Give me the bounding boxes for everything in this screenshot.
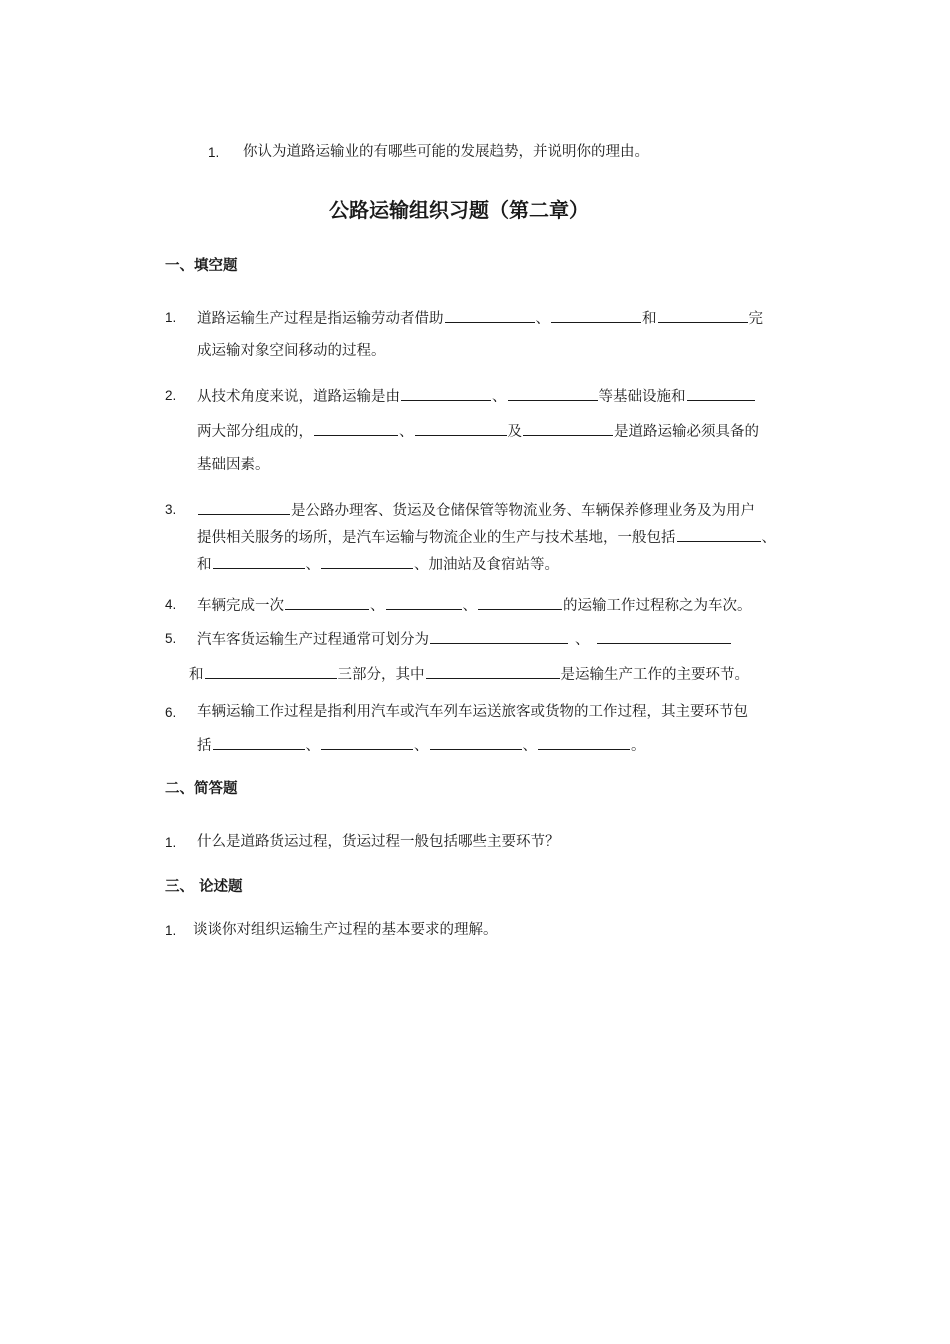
blank-field[interactable] — [677, 526, 761, 542]
question-line: 车辆运输工作过程是指利用汽车或汽车列车运送旅客或货物的工作过程，其主要环节包 — [197, 704, 748, 720]
blank-field[interactable] — [551, 307, 641, 323]
question-number: 2. — [165, 388, 177, 403]
blank-field[interactable] — [445, 307, 535, 323]
question-line: 和 三部分，其中 是运输生产工作的主要环节。 — [189, 663, 749, 685]
blank-field[interactable] — [508, 385, 598, 401]
blank-field[interactable] — [285, 594, 369, 610]
question-text: 你认为道路运输业的有哪些可能的发展趋势，并说明你的理由。 — [243, 144, 649, 160]
section-heading: 二、简答题 — [165, 780, 238, 797]
blank-field[interactable] — [430, 734, 522, 750]
question-line: 基础因素。 — [197, 457, 270, 473]
section-heading: 三、 论述题 — [165, 878, 243, 895]
blank-field[interactable] — [426, 663, 560, 679]
question-text: 什么是道路货运过程，货运过程一般包括哪些主要环节？ — [197, 834, 560, 850]
question-line: 成运输对象空间移动的过程。 — [197, 343, 386, 359]
blank-field[interactable] — [213, 734, 305, 750]
blank-field[interactable] — [658, 307, 748, 323]
blank-field[interactable] — [314, 420, 398, 436]
question-number: 1. — [165, 923, 177, 938]
question-number: 1. — [165, 310, 177, 325]
question-line: 括 、 、 、 。 — [197, 734, 646, 756]
blank-field[interactable] — [478, 594, 562, 610]
question-line: 两大部分组成的， 、 及 是道路运输必须具备的 — [197, 420, 759, 442]
question-line: 从技术角度来说，道路运输是由 、 等基础设施和 — [197, 385, 756, 407]
blank-field[interactable] — [538, 734, 630, 750]
blank-field[interactable] — [523, 420, 613, 436]
page-title: 公路运输组织习题（第二章） — [329, 198, 589, 222]
question-number: 4. — [165, 597, 177, 612]
blank-field[interactable] — [597, 628, 731, 644]
blank-field[interactable] — [687, 385, 755, 401]
question-text: 谈谈你对组织运输生产过程的基本要求的理解。 — [193, 922, 498, 938]
section-heading: 一、填空题 — [165, 257, 238, 274]
blank-field[interactable] — [205, 663, 337, 679]
question-line: 道路运输生产过程是指运输劳动者借助 、 和 完 — [197, 307, 763, 329]
blank-field[interactable] — [430, 628, 568, 644]
question-number: 5. — [165, 631, 177, 646]
question-number: 1. — [208, 145, 220, 160]
question-line: 提供相关服务的场所，是汽车运输与物流企业的生产与技术基地，一般包括 、 — [197, 526, 776, 548]
blank-field[interactable] — [213, 553, 305, 569]
blank-field[interactable] — [321, 553, 413, 569]
blank-field[interactable] — [401, 385, 491, 401]
question-number: 6. — [165, 705, 177, 720]
blank-field[interactable] — [415, 420, 507, 436]
question-line: 汽车客货运输生产过程通常可划分为 、 — [197, 628, 732, 650]
question-line: 是公路办理客、货运及仓储保管等物流业务、车辆保养修理业务及为用户 — [197, 499, 755, 521]
blank-field[interactable] — [386, 594, 462, 610]
question-number: 1. — [165, 835, 177, 850]
question-line: 和 、 、加油站及食宿站等。 — [197, 553, 559, 575]
question-line: 车辆完成一次 、 、 的运输工作过程称之为车次。 — [197, 594, 752, 616]
question-number: 3. — [165, 502, 177, 517]
blank-field[interactable] — [198, 499, 290, 515]
blank-field[interactable] — [321, 734, 413, 750]
